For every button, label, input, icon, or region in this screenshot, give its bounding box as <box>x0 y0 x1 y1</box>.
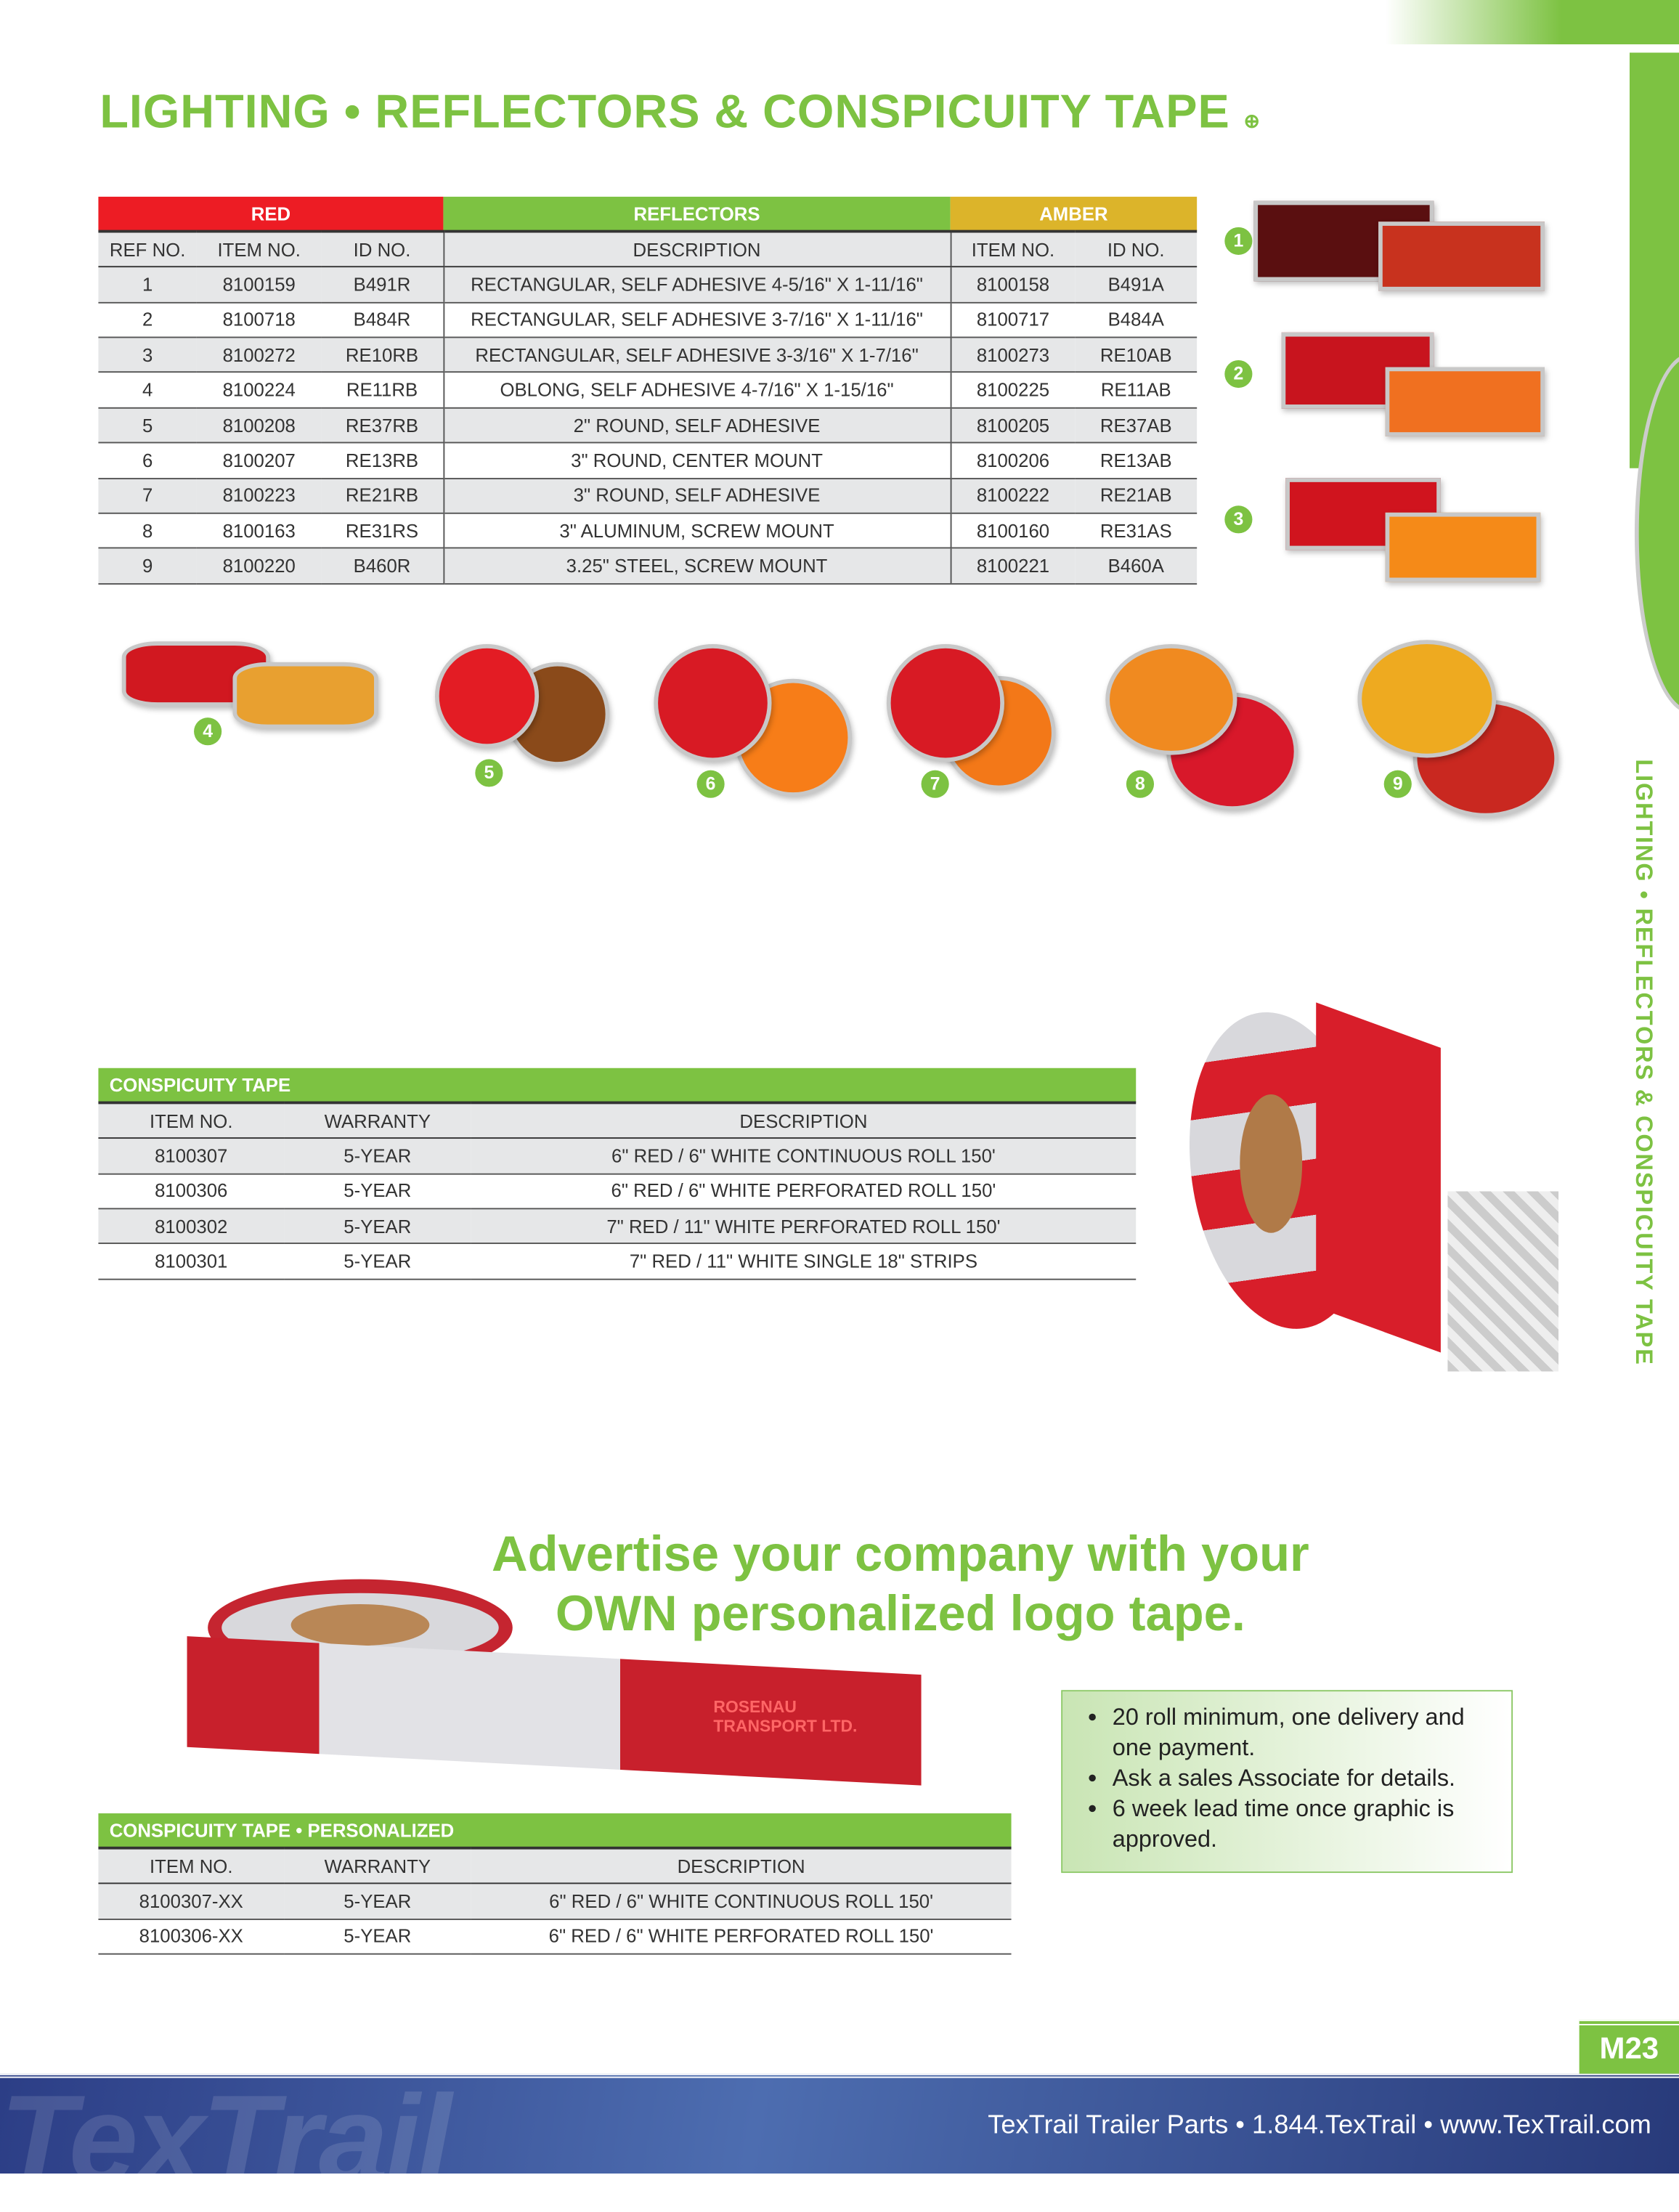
table-cell: 7 <box>98 478 196 513</box>
table-cell: RE10RB <box>322 338 444 373</box>
table-cell: 6 <box>98 443 196 478</box>
reflector-image <box>232 662 378 729</box>
table-cell: RE21AB <box>1075 478 1197 513</box>
table-cell: 8100206 <box>951 443 1076 478</box>
image-number-badge: 9 <box>1384 770 1412 798</box>
table-cell: 6" RED / 6" WHITE CONTINUOUS ROLL 150' <box>471 1884 1012 1919</box>
table-cell: 7" RED / 11" WHITE SINGLE 18" STRIPS <box>471 1244 1137 1279</box>
column-header: ITEM NO. <box>98 1848 284 1883</box>
table-cell: 5-YEAR <box>284 1174 471 1208</box>
table-row <box>98 1174 1136 1208</box>
table-cell: 5-YEAR <box>284 1139 471 1174</box>
table-cell: 8100159 <box>197 267 322 302</box>
table-cell: B491R <box>322 267 444 302</box>
table-cell: 3.25" STEEL, SCREW MOUNT <box>443 548 950 583</box>
reflector-image <box>1386 513 1541 582</box>
table-cell: 8 <box>98 513 196 548</box>
column-header: ITEM NO. <box>98 1103 284 1138</box>
image-number-badge: 3 <box>1224 505 1252 533</box>
column-header: DESCRIPTION <box>443 232 950 267</box>
reflector-image <box>1105 644 1237 755</box>
table-cell: B460R <box>322 548 444 583</box>
table-cell: 2" ROUND, SELF ADHESIVE <box>443 407 950 442</box>
table-cell: RE31AS <box>1075 513 1197 548</box>
column-header: ITEM NO. <box>197 232 322 267</box>
table-row <box>98 1919 1011 1953</box>
tape-roll-image <box>1192 997 1566 1385</box>
table-cell: 3 <box>98 338 196 373</box>
table-cell: 3" ALUMINUM, SCREW MOUNT <box>443 513 950 548</box>
image-number-badge: 5 <box>475 759 503 786</box>
page-title: LIGHTING • REFLECTORS & CONSPICUITY TAPE ⊕ <box>99 86 1261 139</box>
table-cell: OBLONG, SELF ADHESIVE 4-7/16" X 1-15/16" <box>443 373 950 407</box>
table-cell: RECTANGULAR, SELF ADHESIVE 3-7/16" X 1-11/16" <box>443 302 950 337</box>
column-header: DESCRIPTION <box>471 1103 1137 1138</box>
column-header: REF NO. <box>98 232 196 267</box>
table-row <box>98 302 1197 337</box>
table-row <box>98 338 1197 373</box>
image-number-badge: 2 <box>1224 360 1252 388</box>
logo-tape-image <box>187 1579 922 1773</box>
reflector-image <box>1378 221 1545 290</box>
table-cell: 8100272 <box>197 338 322 373</box>
table-cell: 8100717 <box>951 302 1076 337</box>
column-header: ID NO. <box>322 232 444 267</box>
group-amber: AMBER <box>951 197 1198 232</box>
table-cell: 8100307 <box>98 1139 284 1174</box>
table-cell: RE37AB <box>1075 407 1197 442</box>
table-cell: 8100224 <box>197 373 322 407</box>
table-cell: B460A <box>1075 548 1197 583</box>
table-cell: 6" RED / 6" WHITE PERFORATED ROLL 150' <box>471 1174 1137 1208</box>
table-cell: 8100220 <box>197 548 322 583</box>
table-cell: 8100208 <box>197 407 322 442</box>
table-cell: 9 <box>98 548 196 583</box>
personalized-tape-table <box>98 1813 1011 1955</box>
table-cell: 8100301 <box>98 1244 284 1279</box>
table-row <box>98 1209 1136 1244</box>
info-bullet: • Ask a sales Associate for details. <box>1113 1763 1497 1794</box>
table-cell: 5-YEAR <box>284 1919 471 1953</box>
table-cell: 7" RED / 11" WHITE PERFORATED ROLL 150' <box>471 1209 1137 1244</box>
reflector-image <box>887 644 1004 762</box>
table-cell: 8100205 <box>951 407 1076 442</box>
table-row <box>98 513 1197 548</box>
footer <box>0 2070 1679 2210</box>
group-red: RED <box>98 197 443 232</box>
reflector-image <box>654 644 771 762</box>
reflectors-table <box>98 197 1197 585</box>
table-cell: 8100718 <box>197 302 322 337</box>
table-cell: 6" RED / 6" WHITE CONTINUOUS ROLL 150' <box>471 1139 1137 1174</box>
table-cell: RE21RB <box>322 478 444 513</box>
table-cell: 5-YEAR <box>284 1884 471 1919</box>
table-cell: 5 <box>98 407 196 442</box>
table-cell: 5-YEAR <box>284 1209 471 1244</box>
section-header: CONSPICUITY TAPE <box>98 1068 1136 1103</box>
table-cell: 8100221 <box>951 548 1076 583</box>
table-cell: 8100273 <box>951 338 1076 373</box>
table-cell: 8100302 <box>98 1209 284 1244</box>
info-box <box>1061 1690 1513 1873</box>
table-cell: RECTANGULAR, SELF ADHESIVE 4-5/16" X 1-11/16" <box>443 267 950 302</box>
conspicuity-tape-table <box>98 1068 1136 1280</box>
column-header: WARRANTY <box>284 1103 471 1138</box>
page-number: M23 <box>1599 2030 1659 2066</box>
page-number-badge <box>1580 2020 1679 2073</box>
table-cell: RECTANGULAR, SELF ADHESIVE 3-3/16" X 1-7/16" <box>443 338 950 373</box>
table-row <box>98 267 1197 302</box>
table-row <box>98 1884 1011 1919</box>
table-cell: 8100306-XX <box>98 1919 284 1953</box>
table-cell: 8100207 <box>197 443 322 478</box>
table-cell: 8100222 <box>951 478 1076 513</box>
table-row <box>98 407 1197 442</box>
info-bullet: • 6 week lead time once graphic is approved. <box>1113 1794 1497 1855</box>
table-row <box>98 548 1197 583</box>
table-cell: 2 <box>98 302 196 337</box>
table-cell: 3" ROUND, SELF ADHESIVE <box>443 478 950 513</box>
footer-logo: TexTrail <box>0 2070 450 2210</box>
table-cell: RE13RB <box>322 443 444 478</box>
table-cell: RE11AB <box>1075 373 1197 407</box>
image-number-badge: 6 <box>697 770 725 798</box>
table-cell: 8100160 <box>951 513 1076 548</box>
ad-line-1: Advertise your company with your <box>492 1525 1309 1582</box>
table-cell: 8100163 <box>197 513 322 548</box>
table-cell: B491A <box>1075 267 1197 302</box>
table-cell: RE37RB <box>322 407 444 442</box>
section-header: CONSPICUITY TAPE • PERSONALIZED <box>98 1813 1011 1848</box>
column-header: ID NO. <box>1075 232 1197 267</box>
image-number-badge: 8 <box>1126 770 1154 798</box>
ad-line-2: OWN personalized logo tape. <box>555 1585 1245 1642</box>
table-row <box>98 443 1197 478</box>
reflector-image <box>435 644 539 748</box>
info-bullet: • 20 roll minimum, one delivery and one payment. <box>1113 1702 1497 1763</box>
reflector-image <box>1386 367 1545 436</box>
table-cell: 5-YEAR <box>284 1244 471 1279</box>
column-header: WARRANTY <box>284 1848 471 1883</box>
group-reflectors: REFLECTORS <box>443 197 950 232</box>
table-cell: RE13AB <box>1075 443 1197 478</box>
reflector-image <box>1357 640 1496 757</box>
table-cell: 4 <box>98 373 196 407</box>
table-cell: 3" ROUND, CENTER MOUNT <box>443 443 950 478</box>
tape-logo-text: ROSENAU TRANSPORT LTD. <box>713 1696 858 1736</box>
side-title: LIGHTING • REFLECTORS & CONSPICUITY TAPE <box>1630 759 1657 1366</box>
column-header: ITEM NO. <box>951 232 1076 267</box>
table-cell: 8100158 <box>951 267 1076 302</box>
table-cell: 8100306 <box>98 1174 284 1208</box>
image-number-badge: 7 <box>922 770 949 798</box>
image-number-badge: 4 <box>194 717 221 745</box>
image-number-badge: 1 <box>1224 227 1252 255</box>
table-row <box>98 373 1197 407</box>
table-cell: B484A <box>1075 302 1197 337</box>
table-cell: 6" RED / 6" WHITE PERFORATED ROLL 150' <box>471 1919 1012 1953</box>
column-header: DESCRIPTION <box>471 1848 1012 1883</box>
footer-contact: TexTrail Trailer Parts • 1.844.TexTrail • www.TexTrail.com <box>988 2111 1651 2141</box>
table-cell: RE11RB <box>322 373 444 407</box>
table-row <box>98 478 1197 513</box>
table-row <box>98 1244 1136 1279</box>
table-cell: 8100223 <box>197 478 322 513</box>
table-cell: RE31RS <box>322 513 444 548</box>
table-row <box>98 1139 1136 1174</box>
table-cell: B484R <box>322 302 444 337</box>
table-cell: 8100307-XX <box>98 1884 284 1919</box>
table-cell: 1 <box>98 267 196 302</box>
table-cell: RE10AB <box>1075 338 1197 373</box>
table-cell: 8100225 <box>951 373 1076 407</box>
top-green-bar <box>1386 0 1679 44</box>
